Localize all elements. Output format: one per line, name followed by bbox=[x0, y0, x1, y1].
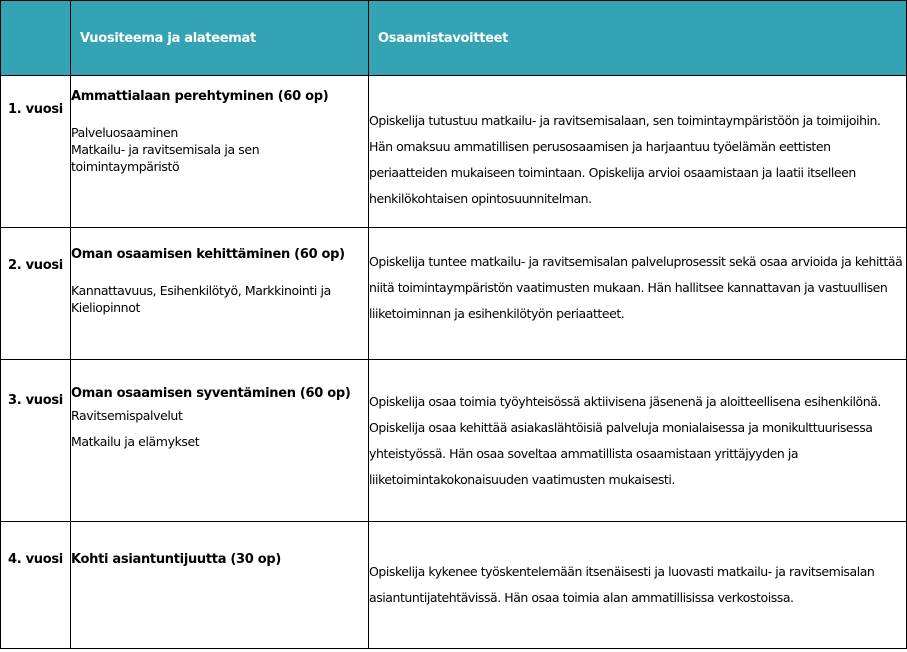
theme-cell bbox=[71, 228, 369, 360]
subtheme: Matkailu ja elämykset bbox=[71, 434, 200, 449]
goals-cell bbox=[369, 228, 907, 360]
year-cell bbox=[1, 522, 71, 649]
year-label: 1. vuosi bbox=[8, 102, 63, 117]
goals-cell bbox=[369, 360, 907, 522]
table-row bbox=[1, 76, 907, 228]
year-cell bbox=[1, 76, 71, 228]
table-row bbox=[1, 522, 907, 649]
year-label: 2. vuosi bbox=[8, 258, 63, 273]
goals-text: Opiskelija osaa toimia työyhteisössä aktiivisena jäsenenä ja aloitteellisena esihenkilönä. Opiskelija osaa kehittää asiakaslähtöisiä palveluja monialaisessa ja monikulttuurisessa yhteistyössä. Hän osaa soveltaa ammatillista osaamistaan yrittäjyyden ja liiketoimintakokonaisuuden vaatimusten mukaisesti. bbox=[369, 393, 881, 487]
goals-text: Opiskelija tutustuu matkailu- ja ravitsemisalaan, sen toimintaympäristöön ja toimijoihin. Hän omaksuu ammatillisen perusosaamisen ja harjaantuu työelämän eettisten periaatteiden mukaiseen toimintaan. Opiskelija arvioi osaamistaan ja laatii itselleen henkilökohtaisen opintosuunnitelman. bbox=[369, 112, 881, 206]
header-theme: Vuositeema ja alateemat bbox=[71, 1, 369, 76]
year-label: 3. vuosi bbox=[8, 393, 63, 408]
goals-cell bbox=[369, 76, 907, 228]
theme-cell bbox=[71, 522, 369, 649]
table-row bbox=[1, 228, 907, 360]
goals-text: Opiskelija tuntee matkailu- ja ravitsemisalan palveluprosessit sekä osaa arvioida ja kehittää niitä toimintaympäristön vaatimusten mukaan. Hän hallitsee kannattavan ja vastuullisen liiketoiminnan ja esihenkilötyön periaatteet. bbox=[369, 253, 903, 321]
theme-title: Oman osaamisen kehittäminen (60 op) bbox=[71, 247, 345, 262]
subtheme: Palveluosaaminen bbox=[71, 124, 178, 140]
year-cell bbox=[1, 228, 71, 360]
year-cell bbox=[1, 360, 71, 522]
theme-title: Kohti asiantuntijuutta (30 op) bbox=[71, 551, 282, 567]
header-goals: Osaamistavoitteet bbox=[369, 1, 907, 76]
theme-cell bbox=[71, 76, 369, 228]
subtheme: Kannattavuus, Esihenkilötyö, Markkinointi ja Kieliopinnot bbox=[71, 283, 331, 315]
theme-cell bbox=[71, 360, 369, 522]
table-row bbox=[1, 360, 907, 522]
table-header-row bbox=[1, 1, 907, 76]
theme-title: Ammattialaan perehtyminen (60 op) bbox=[71, 88, 329, 104]
goals-text: Opiskelija kykenee työskentelemään itsenäisesti ja luovasti matkailu- ja ravitsemisalan asiantuntijatehtävissä. Hän osaa toimia alan ammatillisissa verkostoissa. bbox=[369, 564, 875, 605]
header-year bbox=[1, 1, 71, 76]
subtheme: Matkailu- ja ravitsemisala ja sen toimintaympäristö bbox=[71, 141, 260, 174]
goals-cell bbox=[369, 522, 907, 649]
theme-title: Oman osaamisen syventäminen (60 op) bbox=[71, 386, 351, 401]
subtheme: Ravitsemispalvelut bbox=[71, 408, 183, 423]
year-label: 4. vuosi bbox=[8, 551, 63, 567]
